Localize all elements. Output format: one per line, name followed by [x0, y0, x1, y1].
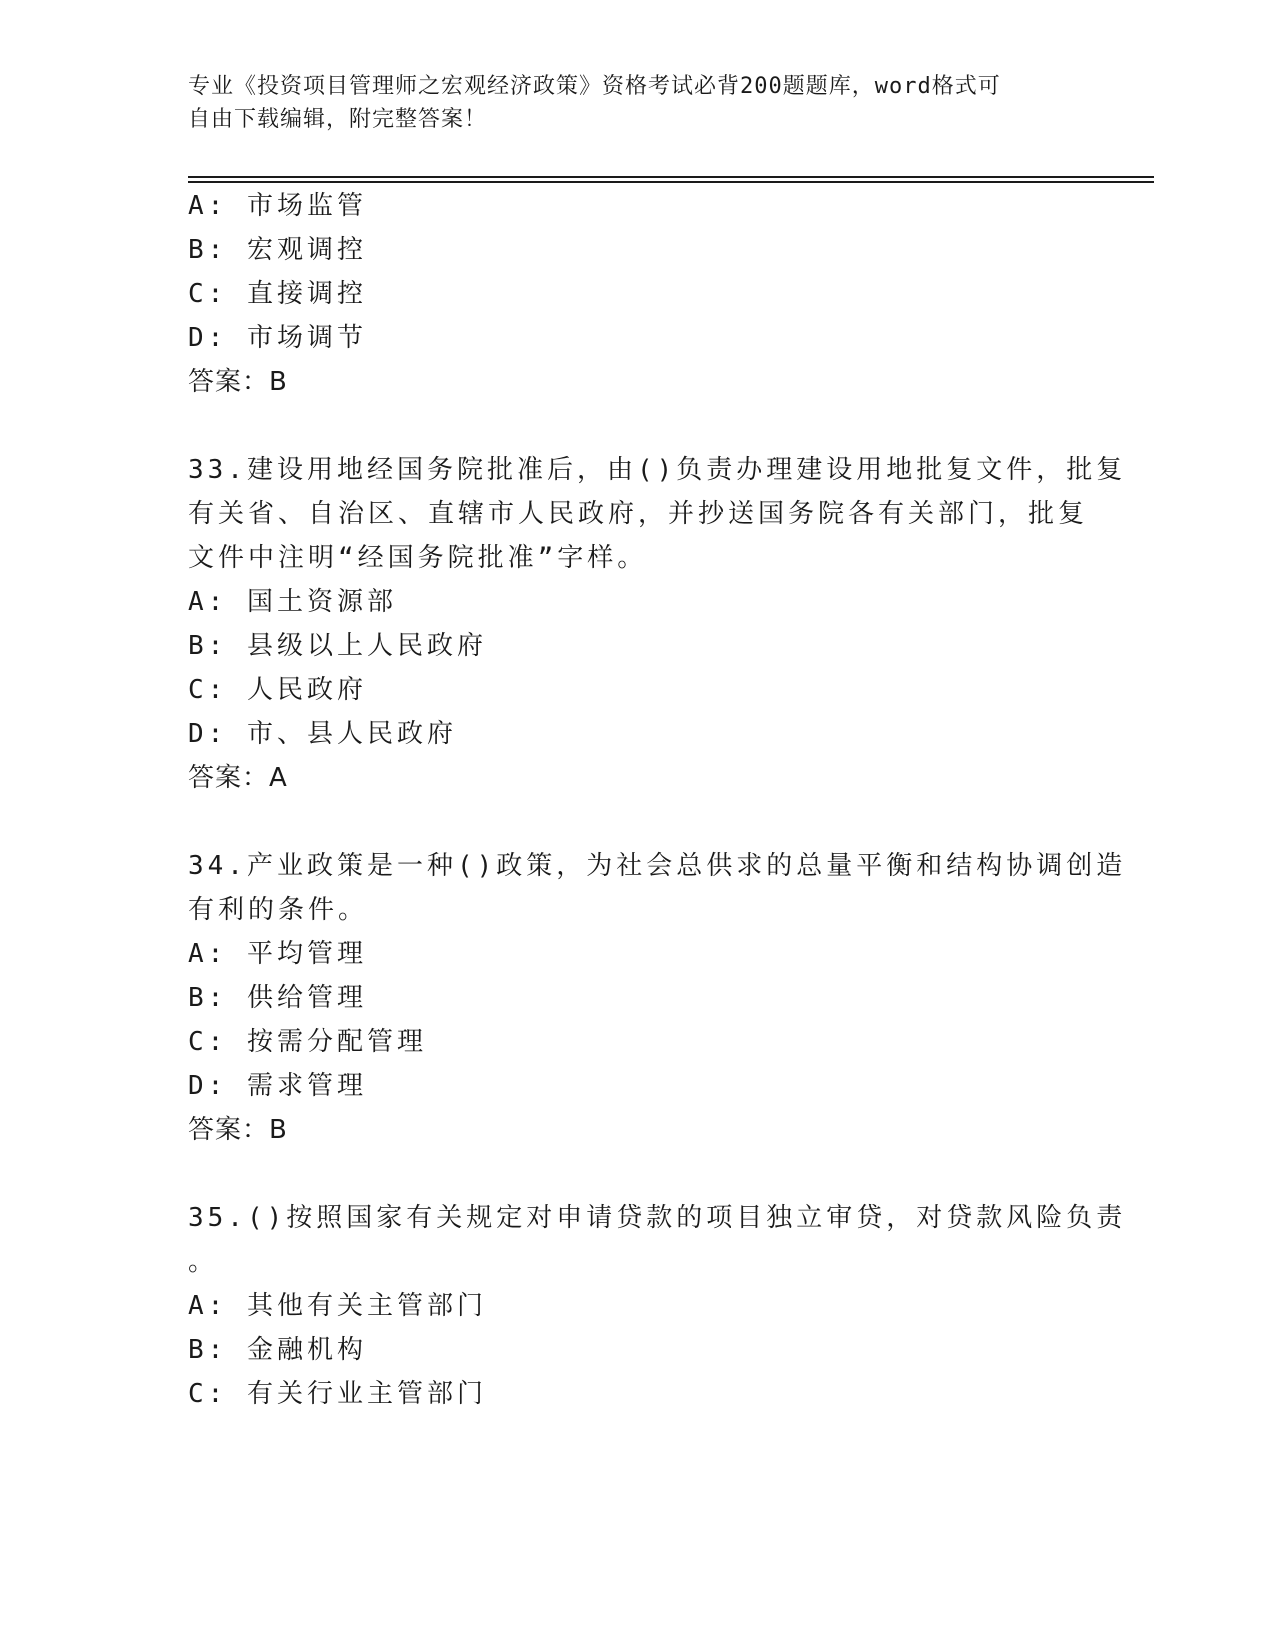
- header-line-1: 专业《投资项目管理师之宏观经济政策》资格考试必背200题题库，word格式可: [188, 74, 1001, 99]
- q35-stem-line-2: 。: [188, 1247, 219, 1277]
- q34-stem-line-2: 有利的条件。: [188, 895, 369, 925]
- q32-option-d: D: 市场调节: [188, 323, 367, 353]
- q35-option-a: A: 其他有关主管部门: [188, 1291, 487, 1321]
- q33-answer: 答案：A: [188, 763, 288, 793]
- q33-stem-line-3: 文件中注明“经国务院批准”字样。: [188, 543, 648, 573]
- q33-option-c: C: 人民政府: [188, 675, 367, 705]
- q34-stem-line-1: 34.产业政策是一种()政策，为社会总供求的总量平衡和结构协调创造: [188, 851, 1127, 881]
- q33-stem-line-1: 33.建设用地经国务院批准后，由()负责办理建设用地批复文件，批复: [188, 455, 1127, 485]
- q32-option-a: A: 市场监管: [188, 191, 367, 221]
- q33-option-a: A: 国土资源部: [188, 587, 397, 617]
- q32-option-c: C: 直接调控: [188, 279, 367, 309]
- q35-option-c: C: 有关行业主管部门: [188, 1379, 487, 1409]
- q33-stem-line-2: 有关省、自治区、直辖市人民政府，并抄送国务院各有关部门，批复: [188, 499, 1089, 529]
- q34-option-b: B: 供给管理: [188, 983, 367, 1013]
- header-line-2: 自由下载编辑，附完整答案！: [188, 107, 488, 132]
- q34-answer: 答案：B: [188, 1115, 288, 1145]
- q34-option-a: A: 平均管理: [188, 939, 367, 969]
- q34-option-d: D: 需求管理: [188, 1071, 367, 1101]
- header-rule-top: [188, 176, 1154, 178]
- q33-option-d: D: 市、县人民政府: [188, 719, 457, 749]
- q32-option-b: B: 宏观调控: [188, 235, 367, 265]
- q34-option-c: C: 按需分配管理: [188, 1027, 427, 1057]
- q32-answer: 答案：B: [188, 367, 288, 397]
- q35-option-b: B: 金融机构: [188, 1335, 367, 1365]
- document-header: [188, 70, 1068, 136]
- q35-stem-line-1: 35.()按照国家有关规定对申请贷款的项目独立审贷，对贷款风险负责: [188, 1203, 1127, 1233]
- q33-option-b: B: 县级以上人民政府: [188, 631, 487, 661]
